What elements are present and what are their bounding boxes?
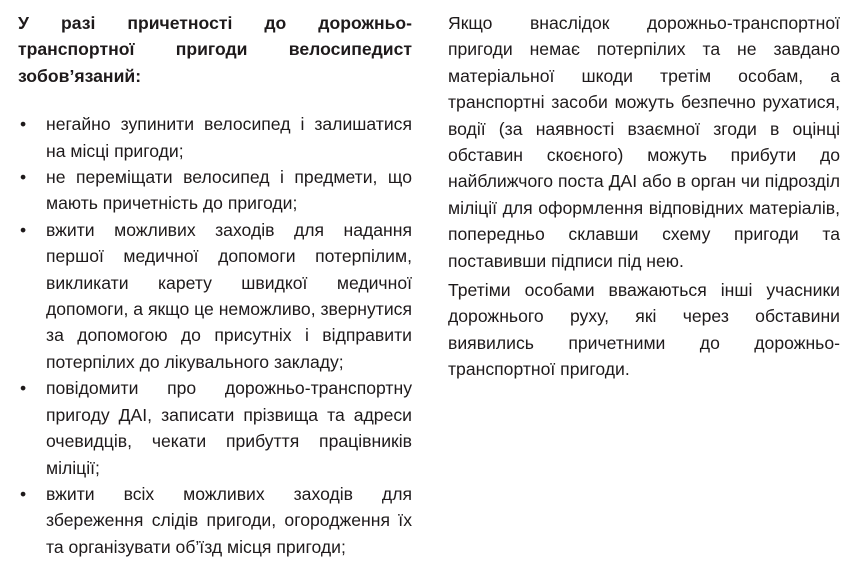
list-item (18, 217, 412, 375)
paragraph-third-parties: Третіми особами вважаються інші учасники дорожнього руху, які через обставини виявились причетними до дорожньо-транспортної пригоди. (448, 280, 840, 380)
bullet-icon: • (20, 483, 27, 504)
list-item-text: вжити всіх можливих заходів для збереження слідів пригоди, огородження їх та організувати об’їзд місця пригоди; (46, 483, 412, 557)
list-item (18, 111, 412, 164)
list-item-text: повідомити про дорожньо-транспортну пригоду ДАІ, записати прізвища та адреси очевидців, чекати прибуття працівників міліції; (46, 378, 412, 478)
section-heading: У разі причетності до дорожньо-транспортної пригоди велосипедист зобов’язаний: (18, 13, 412, 86)
bullet-icon: • (20, 378, 27, 399)
right-column (448, 10, 840, 383)
left-column (18, 10, 412, 560)
list-item (18, 481, 412, 560)
list-item-text: вжити можливих заходів для надання першої медичної допомоги потерпілим, викликати карету швидкої медичної допомоги, а якщо це неможливо, звернутися за допомогою до присутніх і відправити потерпілих до лікувального закладу; (46, 219, 412, 372)
paragraph-no-casualties: Якщо внаслідок дорожньо-транспортної пригоди немає потерпілих та не завдано матеріальної шкоди третім особам, а транспортні засоби можуть безпечно рухатися, водії (за наявності взаємної згоди в оцінці обставин скоєного) можуть прибути до найближчого поста ДАІ або в орган чи підрозділ міліції для оформлення відповідних матеріалів, попередньо склавши схему пригоди та поставивши підписи під нею. (448, 13, 840, 271)
bullet-icon: • (20, 167, 27, 188)
duties-list (18, 111, 412, 560)
list-item-text: негайно зупинити велосипед і залишатися на місці пригоди; (46, 114, 412, 161)
bullet-icon: • (20, 114, 27, 135)
bullet-icon: • (20, 219, 27, 240)
list-item (18, 164, 412, 217)
list-item (18, 375, 412, 481)
list-item-text: не переміщати велосипед і предмети, що мають причетність до пригоди; (46, 167, 412, 214)
